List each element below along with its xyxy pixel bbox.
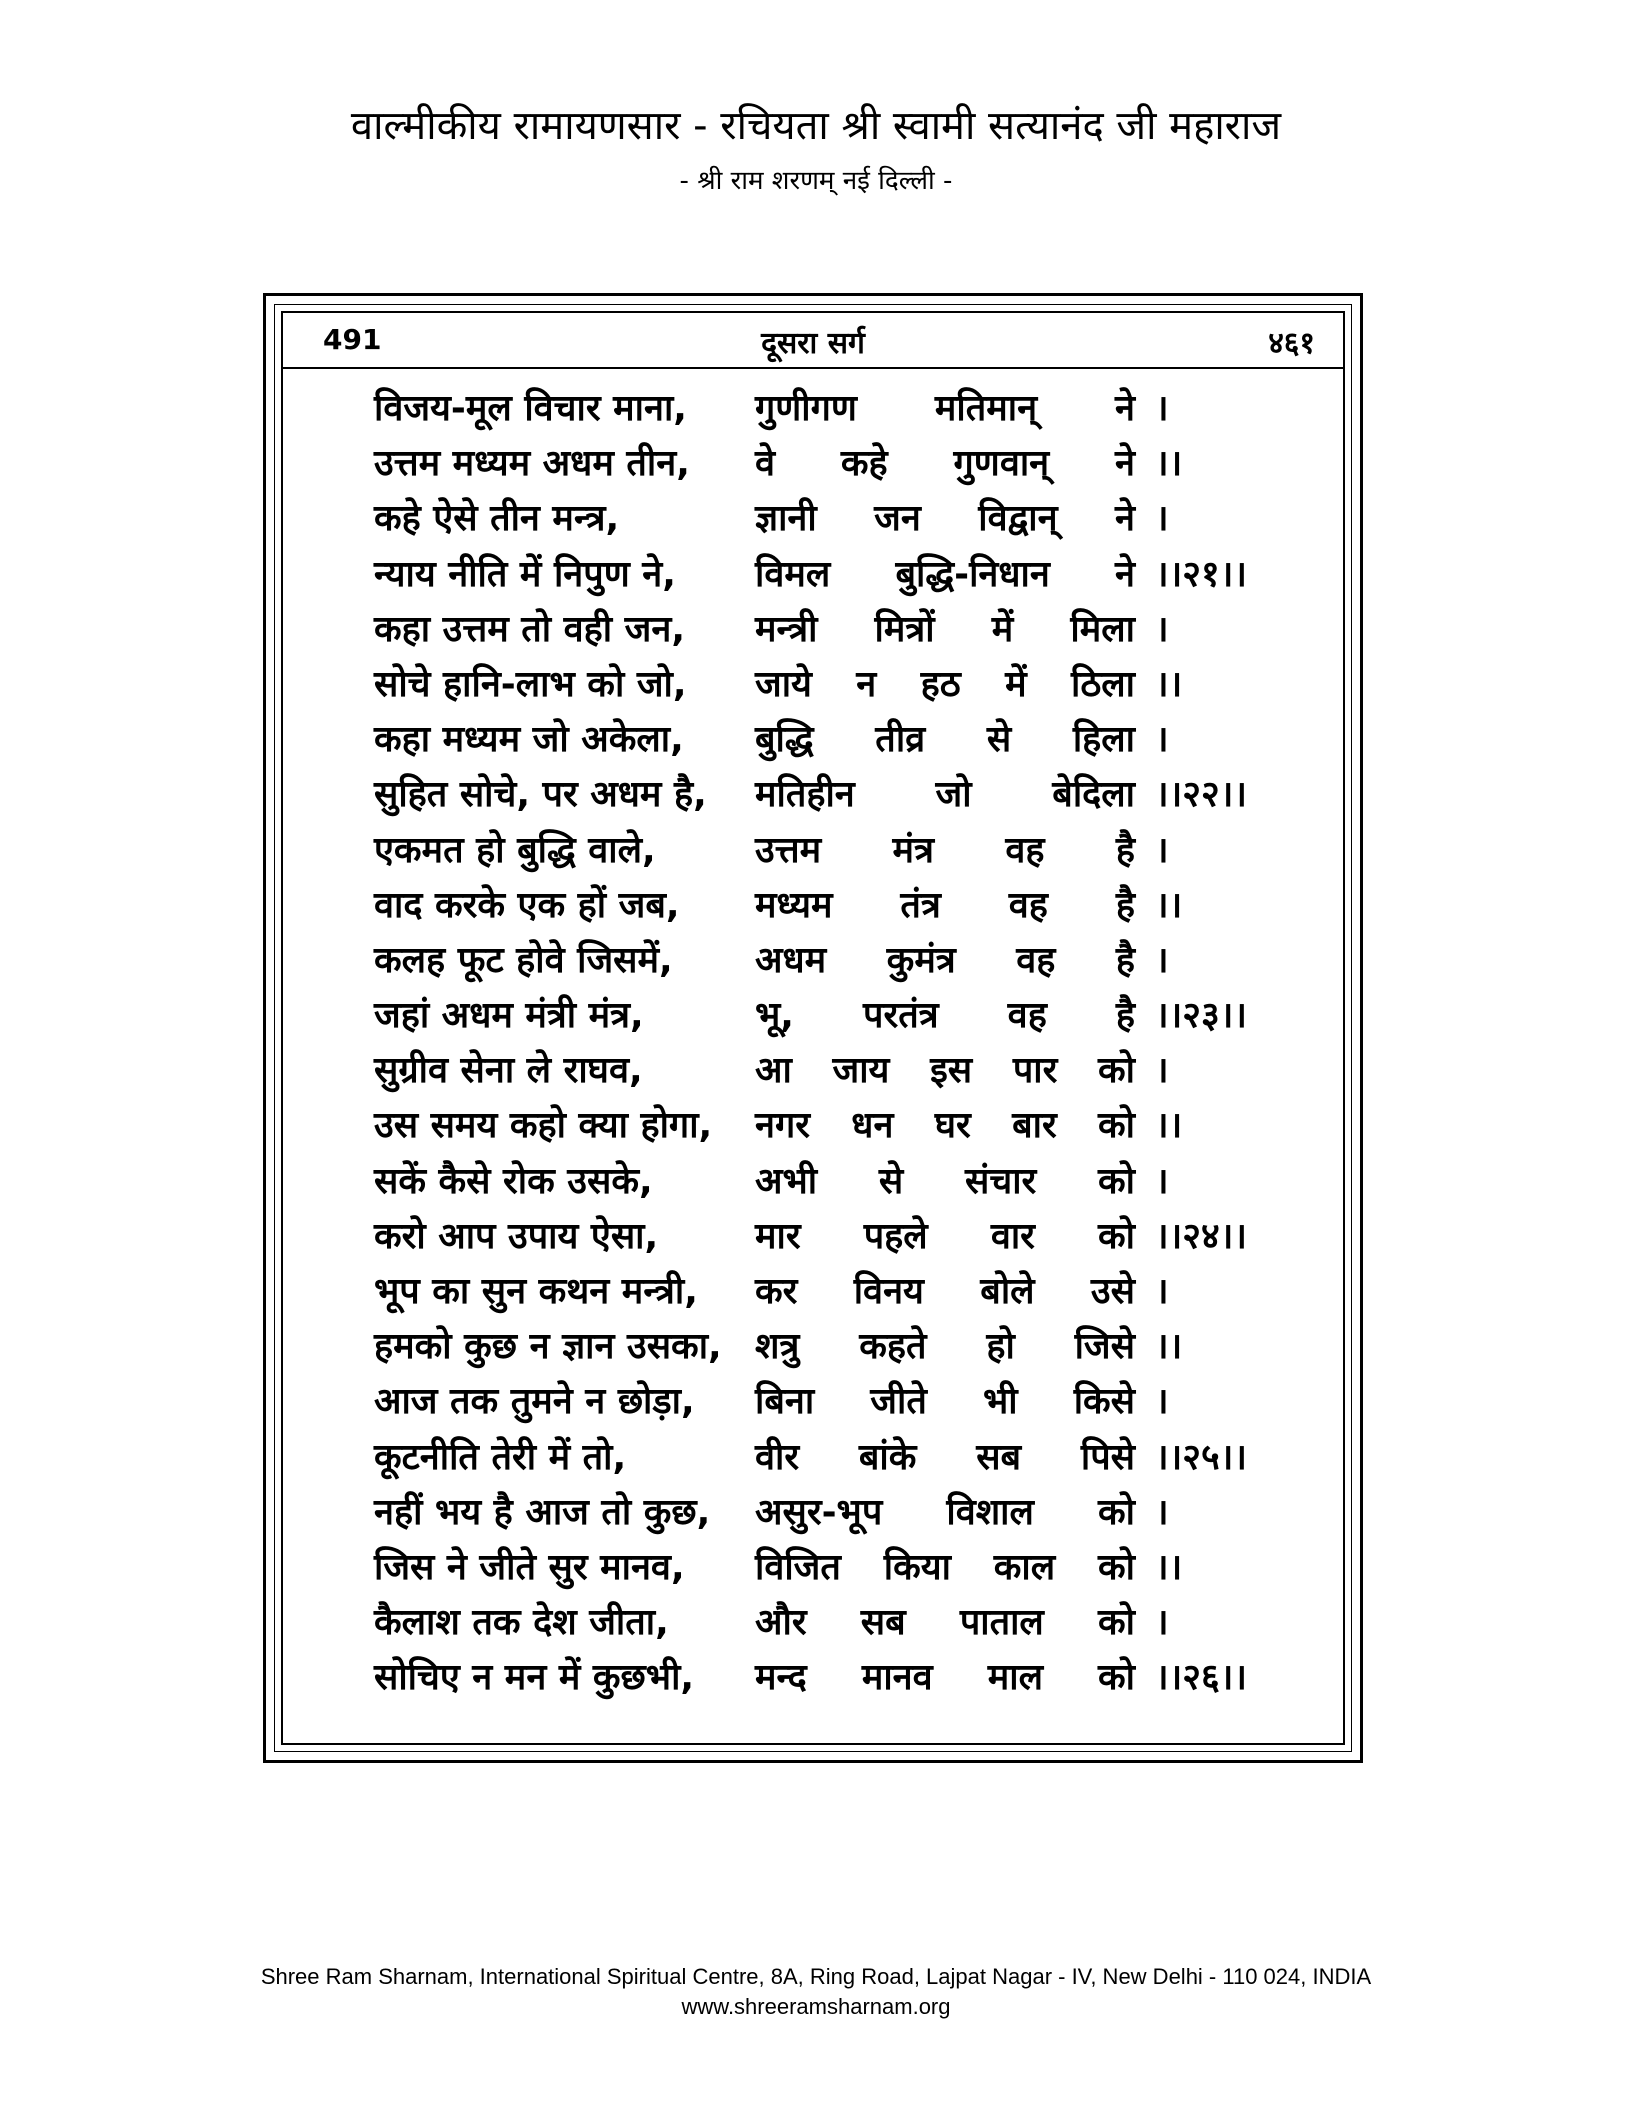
verse-first-half: सोचिए न मन में कुछभी, (374, 1657, 695, 1699)
verse-first-half: उस समय कहो क्या होगा, (374, 1105, 713, 1147)
verse-line (283, 381, 1343, 436)
verse-marker: । (1155, 719, 1169, 761)
verse-first-half: कूटनीति तेरी में तो, (374, 1436, 627, 1478)
verse-second-half: नगर धन घर बार को (755, 1105, 1135, 1147)
verse-second-half: और सब पाताल को (755, 1602, 1135, 1644)
verse-line (283, 1485, 1343, 1540)
verse-line (283, 1540, 1343, 1595)
verse-marker: ।। (1155, 884, 1183, 926)
verse-first-half: कैलाश तक देश जीता, (374, 1602, 669, 1644)
verse-marker: ।। (1155, 1326, 1183, 1368)
verse-marker: ।। (1155, 663, 1183, 705)
verse-line (283, 712, 1343, 767)
verse-line (283, 878, 1343, 933)
verse-first-half: विजय-मूल विचार माना, (374, 388, 687, 429)
footer-website: www.shreeramsharnam.org (681, 1994, 951, 2019)
verse-second-half: विमल बुद्धि-निधान ने (755, 553, 1135, 595)
verse-marker: । (1155, 388, 1169, 429)
verse-second-half: मतिहीन जो बेदिला (755, 774, 1135, 816)
verse-line (283, 491, 1343, 546)
verse-first-half: कहा उत्तम तो वही जन, (374, 608, 686, 650)
verse-line (283, 1319, 1343, 1374)
verse-line (283, 1595, 1343, 1650)
verse-first-half: कहे ऐसे तीन मन्त्र, (374, 498, 620, 540)
verse-marker: । (1155, 1050, 1169, 1092)
verse-second-half: मध्यम तंत्र वह है (755, 884, 1135, 926)
verse-line (283, 1098, 1343, 1153)
verse-first-half: जिस ने जीते सुर मानव, (374, 1546, 685, 1588)
page-number-left: 491 (323, 323, 382, 356)
verse-first-half: करो आप उपाय ऐसा, (374, 1215, 659, 1257)
page-frame (263, 293, 1363, 1763)
verse-line (283, 602, 1343, 657)
verse-line (283, 1430, 1343, 1485)
verse-second-half: मन्द मानव माल को (755, 1657, 1135, 1699)
verse-second-half: उत्तम मंत्र वह है (755, 829, 1135, 871)
verse-marker: ।।२४।। (1155, 1215, 1248, 1257)
verse-second-half: जाये न हठ में ठिला (755, 663, 1135, 705)
verse-marker: । (1155, 1381, 1169, 1423)
document-title: वाल्मीकीय रामायणसार - रचियता श्री स्वामी सत्यानंद जी महाराज (350, 103, 1282, 149)
verse-marker: ।।२३।। (1155, 995, 1248, 1037)
footer-address: Shree Ram Sharnam, International Spiritual Centre, 8A, Ring Road, Lajpat Nagar - IV, New Delhi - 110 024, INDIA (260, 1964, 1372, 1989)
verse-first-half: सोचे हानि-लाभ को जो, (374, 663, 687, 705)
verse-marker: । (1155, 1491, 1169, 1533)
verse-second-half: असुर-भूप विशाल को (755, 1491, 1135, 1533)
verse-line (283, 1650, 1343, 1705)
verse-first-half: जहां अधम मंत्री मंत्र, (374, 995, 644, 1037)
verse-marker: ।। (1155, 1105, 1183, 1147)
verse-marker: ।।२६।। (1155, 1657, 1248, 1699)
document-subtitle: - श्री राम शरणम् नई दिल्ली - (679, 166, 953, 196)
verse-marker: । (1155, 608, 1169, 650)
verse-marker: । (1155, 1271, 1169, 1312)
verse-first-half: हमको कुछ न ज्ञान उसका, (374, 1326, 722, 1368)
verse-line (283, 1374, 1343, 1429)
verse-line (283, 823, 1343, 878)
verse-line (283, 988, 1343, 1043)
verse-first-half: कहा मध्यम जो अकेला, (374, 719, 684, 761)
verse-second-half: बुद्धि तीव्र से हिला (755, 719, 1135, 761)
verse-line (283, 1154, 1343, 1209)
verse-second-half: विजित किया काल को (755, 1546, 1135, 1588)
verse-first-half: सुहित सोचे, पर अधम है, (374, 774, 707, 816)
verse-marker: । (1155, 829, 1169, 871)
verse-first-half: वाद करके एक हों जब, (374, 884, 680, 926)
verse-first-half: कलह फूट होवे जिसमें, (374, 939, 673, 981)
verse-second-half: ज्ञानी जन विद्वान् ने (755, 498, 1135, 540)
verse-line (283, 1209, 1343, 1264)
verse-second-half: मन्त्री मित्रों में मिला (755, 608, 1135, 650)
verse-marker: । (1155, 939, 1169, 981)
frame-border-inner (274, 304, 1352, 1752)
verse-marker: ।। (1155, 443, 1183, 485)
verse-line (283, 933, 1343, 988)
verse-line (283, 1264, 1343, 1319)
verse-first-half: भूप का सुन कथन मन्त्री, (374, 1271, 698, 1312)
verse-first-half: एकमत हो बुद्धि वाले, (374, 829, 656, 871)
verse-first-half: नहीं भय है आज तो कुछ, (374, 1491, 711, 1533)
verse-second-half: मार पहले वार को (755, 1215, 1135, 1257)
verse-second-half: आ जाय इस पार को (755, 1050, 1135, 1092)
verse-marker: । (1155, 1160, 1169, 1202)
chapter-title: दूसरा सर्ग (761, 326, 865, 361)
frame-border-content (281, 311, 1345, 1745)
verse-second-half: वीर बांके सब पिसे (755, 1436, 1135, 1478)
verse-marker: ।।२२।। (1155, 774, 1248, 816)
verse-line (283, 767, 1343, 822)
verse-marker: । (1155, 1602, 1169, 1644)
verse-second-half: अभी से संचार को (755, 1160, 1135, 1202)
verse-second-half: अधम कुमंत्र वह है (755, 939, 1135, 981)
verse-line (283, 657, 1343, 712)
verse-first-half: सुग्रीव सेना ले राघव, (374, 1050, 643, 1092)
verse-second-half: शत्रु कहते हो जिसे (755, 1326, 1135, 1368)
verse-marker: ।।२५।। (1155, 1436, 1248, 1478)
verse-first-half: न्याय नीति में निपुण ने, (374, 553, 676, 595)
verse-first-half: आज तक तुमने न छोड़ा, (374, 1381, 695, 1423)
verse-first-half: सकें कैसे रोक उसके, (374, 1160, 653, 1202)
verse-marker: ।। (1155, 1546, 1183, 1588)
verse-line (283, 436, 1343, 491)
verse-second-half: कर विनय बोले उसे (755, 1271, 1135, 1312)
page-header-bar (283, 313, 1343, 369)
verse-line (283, 547, 1343, 602)
verse-marker: ।।२१।। (1155, 553, 1248, 595)
verse-list (283, 381, 1343, 1706)
verse-marker: । (1155, 498, 1169, 540)
verse-line (283, 1043, 1343, 1098)
verse-second-half: वे कहे गुणवान् ने (755, 443, 1135, 485)
page-number-right: ४६१ (1268, 326, 1315, 361)
verse-second-half: भू, परतंत्र वह है (755, 995, 1135, 1037)
verse-first-half: उत्तम मध्यम अधम तीन, (374, 443, 690, 485)
verse-second-half: गुणीगण मतिमान् ने (755, 388, 1135, 429)
verse-second-half: बिना जीते भी किसे (755, 1381, 1135, 1423)
